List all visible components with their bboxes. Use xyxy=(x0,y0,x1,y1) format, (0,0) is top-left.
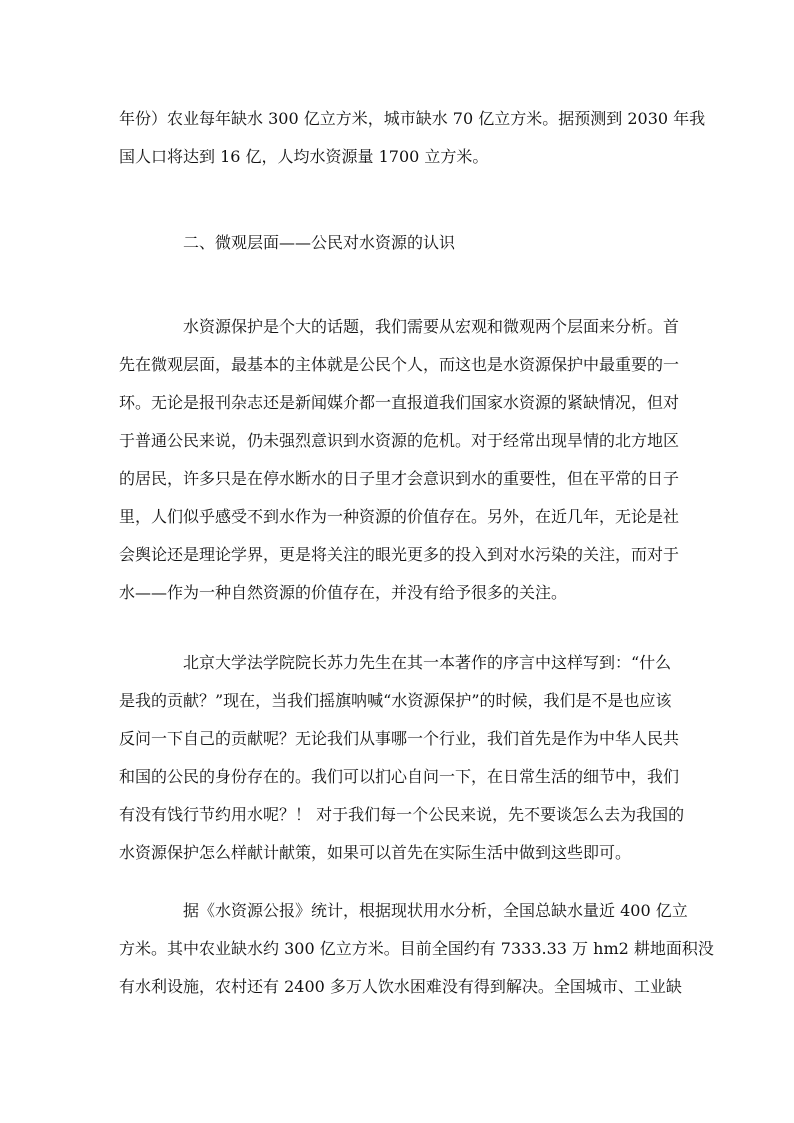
paragraph-line: 和国的公民的身份存在的。我们可以扪心自问一下，在日常生活的细节中，我们 xyxy=(119,767,680,786)
paragraph-3 xyxy=(119,892,714,1006)
paragraph-line: 水资源保护怎么样献计献策，如果可以首先在实际生活中做到这些即可。 xyxy=(119,843,632,862)
paragraph-line: 里，人们似乎感受不到水作为一种资源的价值存在。另外，在近几年，无论是社 xyxy=(119,507,680,526)
paragraph-line: 有水利设施，农村还有 2400 多万人饮水困难没有得到解决。全国城市、工业缺 xyxy=(119,977,682,996)
paragraph-line: 的居民，许多只是在停水断水的日子里才会意识到水的重要性，但在平常的日子 xyxy=(119,469,680,488)
paragraph-line: 环。无论是报刊杂志还是新闻媒介都一直报道我们国家水资源的紧缺情况，但对 xyxy=(119,393,680,412)
paragraph-line: 水资源保护是个大的话题，我们需要从宏观和微观两个层面来分析。首 xyxy=(183,317,680,336)
paragraph-2 xyxy=(119,644,685,872)
paragraph-line: 于普通公民来说，仍未强烈意识到水资源的危机。对于经常出现旱情的北方地区 xyxy=(119,431,680,450)
paragraph-line: 会舆论还是理论学界，更是将关注的眼光更多的投入到对水污染的关注，而对于 xyxy=(119,545,680,564)
paragraph-line: 北京大学法学院院长苏力先生在其一本著作的序言中这样写到：“什么 xyxy=(183,653,672,672)
intro-paragraph xyxy=(119,100,706,176)
section-heading: 二、微观层面——公民对水资源的认识 xyxy=(183,233,456,252)
paragraph-line: 年份）农业每年缺水 300 亿立方米，城市缺水 70 亿立方米。据预测到 2030 年我 xyxy=(119,109,706,128)
paragraph-line: 据《水资源公报》统计，根据现状用水分析，全国总缺水量近 400 亿立 xyxy=(183,901,688,920)
paragraph-line: 反问一下自己的贡献呢？无论我们从事哪一个行业，我们首先是作为中华人民共 xyxy=(119,729,680,748)
paragraph-1 xyxy=(119,308,679,612)
paragraph-line: 是我的贡献？”现在，当我们摇旗呐喊“水资源保护”的时候，我们是不是也应该 xyxy=(119,691,672,710)
paragraph-line: 方米。其中农业缺水约 300 亿立方米。目前全国约有 7333.33 万 hm2 耕地面积没 xyxy=(119,939,714,958)
paragraph-line: 有没有饯行节约用水呢？！ 对于我们每一个公民来说，先不要谈怎么去为我国的 xyxy=(119,805,685,824)
paragraph-line: 先在微观层面，最基本的主体就是公民个人，而这也是水资源保护中最重要的一 xyxy=(119,355,680,374)
paragraph-line: 水——作为一种自然资源的价值存在，并没有给予很多的关注。 xyxy=(119,583,568,602)
paragraph-line: 国人口将达到 16 亿，人均水资源量 1700 立方米。 xyxy=(119,147,489,166)
